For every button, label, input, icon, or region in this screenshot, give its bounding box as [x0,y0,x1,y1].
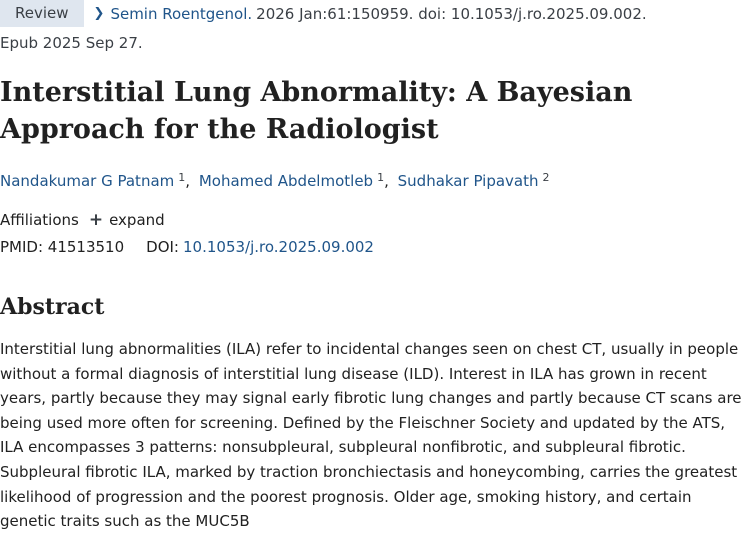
abstract-text: Interstitial lung abnormalities (ILA) refer to incidental changes seen on chest CT, usually in people without a formal diagnosis of interstitial lung disease (ILD). Interest in ILA has grown in recent years, partly because they may signal early fibrotic lung changes and partly because CT scans are being used more often for screening. Defined by the Fleischner Society and updated by the ATS, ILA encompasses 3 patterns: nonsubpleural, subpleural nonfibrotic, and subpleural fibrotic. Subpleural fibrotic ILA, marked by traction bronchiectasis and honeycombing, carries the greatest likelihood of progression and the poorest prognosis. Older age, smoking history, and certain genetic traits such as the MUC5B [0,340,742,531]
citation-text: 2026 Jan:61:150959. doi: 10.1053/j.ro.2025.09.002. [256,4,647,23]
citation-row [0,0,750,27]
affiliation-ref[interactable]: 1 [178,171,186,184]
article-type-badge: Review [0,0,84,27]
affiliations-row [0,210,165,230]
identifiers-row [0,238,374,256]
article-title: Interstitial Lung Abnormality: A Bayesian Approach for the Radiologist [0,77,633,145]
author-link[interactable]: Sudhakar Pipavath [397,172,539,190]
journal-link[interactable]: Semin Roentgenol. [110,4,253,23]
doi-label: DOI: [146,238,179,256]
epub-date: Epub 2025 Sep 27. [0,34,143,52]
affiliation-ref[interactable]: 1 [377,171,385,184]
chevron-right-icon: ❯ [93,6,105,21]
affiliation-ref[interactable]: 2 [542,171,550,184]
author-link[interactable]: Nandakumar G Patnam [0,172,175,190]
author-separator: , [384,172,389,190]
author-link[interactable]: Mohamed Abdelmotleb [198,172,374,190]
expand-affiliations-button[interactable] [89,210,165,230]
expand-label: expand [109,211,165,229]
abstract-heading: Abstract [0,294,105,320]
doi-link[interactable]: 10.1053/j.ro.2025.09.002 [183,238,374,256]
plus-icon: + [88,210,104,230]
affiliations-label: Affiliations [0,211,79,229]
pmid-value: 41513510 [47,238,125,256]
authors-list [0,171,550,190]
pmid-label: PMID: [0,238,44,256]
author-separator: , [185,172,191,190]
